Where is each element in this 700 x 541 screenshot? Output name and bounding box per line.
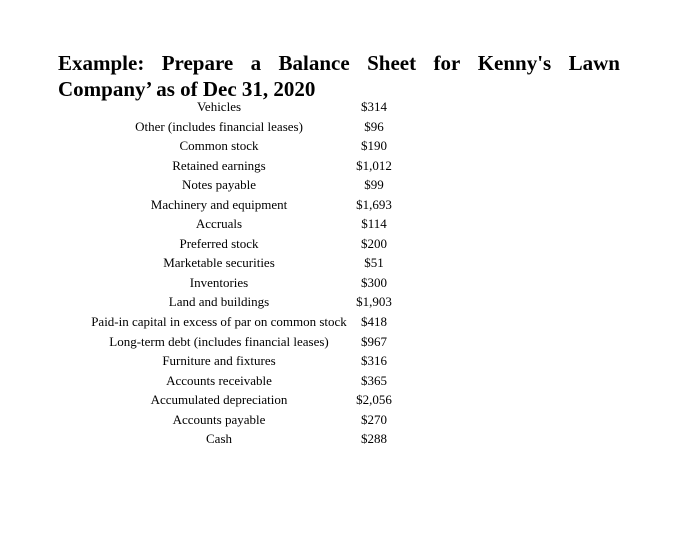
account-label: Accruals [195, 216, 243, 232]
account-label: Other (includes financial leases) [135, 118, 303, 134]
account-row [0, 273, 700, 293]
account-label: Accounts payable [172, 411, 266, 427]
account-value: $99 [364, 177, 384, 193]
account-label: Marketable securities [163, 255, 275, 271]
account-label: Land and buildings [168, 294, 270, 310]
slide-title [58, 50, 620, 102]
account-value: $967 [361, 333, 387, 349]
title-line-2: Company’ as of Dec 31, 2020 [58, 77, 316, 101]
account-value: $96 [364, 118, 384, 134]
account-row [0, 156, 700, 176]
account-label: Common stock [179, 138, 259, 154]
account-row [0, 97, 700, 117]
account-row [0, 292, 700, 312]
account-value: $190 [361, 138, 387, 154]
account-row [0, 371, 700, 391]
account-label: Long-term debt (includes financial leases) [109, 333, 329, 349]
account-row [0, 410, 700, 430]
account-value: $300 [361, 274, 387, 290]
account-row [0, 253, 700, 273]
account-value: $1,012 [356, 157, 392, 173]
title-word: Lawn [568, 51, 620, 75]
account-row [0, 312, 700, 332]
account-row [0, 195, 700, 215]
account-label: Preferred stock [179, 235, 259, 251]
account-row [0, 351, 700, 371]
account-label: Cash [206, 431, 232, 447]
title-word: Balance [278, 51, 350, 75]
account-row [0, 390, 700, 410]
account-value: $314 [361, 99, 387, 114]
account-value: $51 [364, 255, 384, 271]
account-row [0, 214, 700, 234]
account-value: $365 [361, 372, 387, 388]
account-row [0, 332, 700, 352]
title-word: a [250, 51, 262, 75]
account-value: $1,903 [356, 294, 392, 310]
account-value: $2,056 [356, 392, 392, 408]
title-word: Prepare [161, 51, 234, 75]
title-line-1 [58, 50, 620, 76]
account-row [0, 117, 700, 137]
account-row [0, 429, 700, 449]
title-word: Sheet [367, 51, 417, 75]
account-value: $316 [361, 353, 387, 369]
account-row [0, 136, 700, 156]
title-word: for [433, 51, 461, 75]
account-row [0, 234, 700, 254]
account-label: Notes payable [181, 177, 257, 193]
account-label: Vehicles [196, 99, 242, 114]
account-value: $114 [361, 216, 387, 232]
account-label: Machinery and equipment [150, 196, 288, 212]
account-label: Accumulated depreciation [150, 392, 288, 408]
account-value: $270 [361, 411, 387, 427]
title-word: Kenny's [477, 51, 552, 75]
account-label: Retained earnings [172, 157, 266, 173]
account-label: Paid-in capital in excess of par on common stock [91, 314, 347, 330]
account-value: $200 [361, 235, 387, 251]
account-label: Inventories [189, 274, 249, 290]
account-list [0, 97, 700, 449]
account-label: Accounts receivable [166, 372, 272, 388]
account-label: Furniture and fixtures [162, 353, 276, 369]
account-value: $1,693 [356, 196, 392, 212]
account-value: $418 [361, 314, 387, 330]
title-word: Example: [58, 51, 145, 75]
account-value: $288 [361, 431, 387, 447]
account-row [0, 175, 700, 195]
